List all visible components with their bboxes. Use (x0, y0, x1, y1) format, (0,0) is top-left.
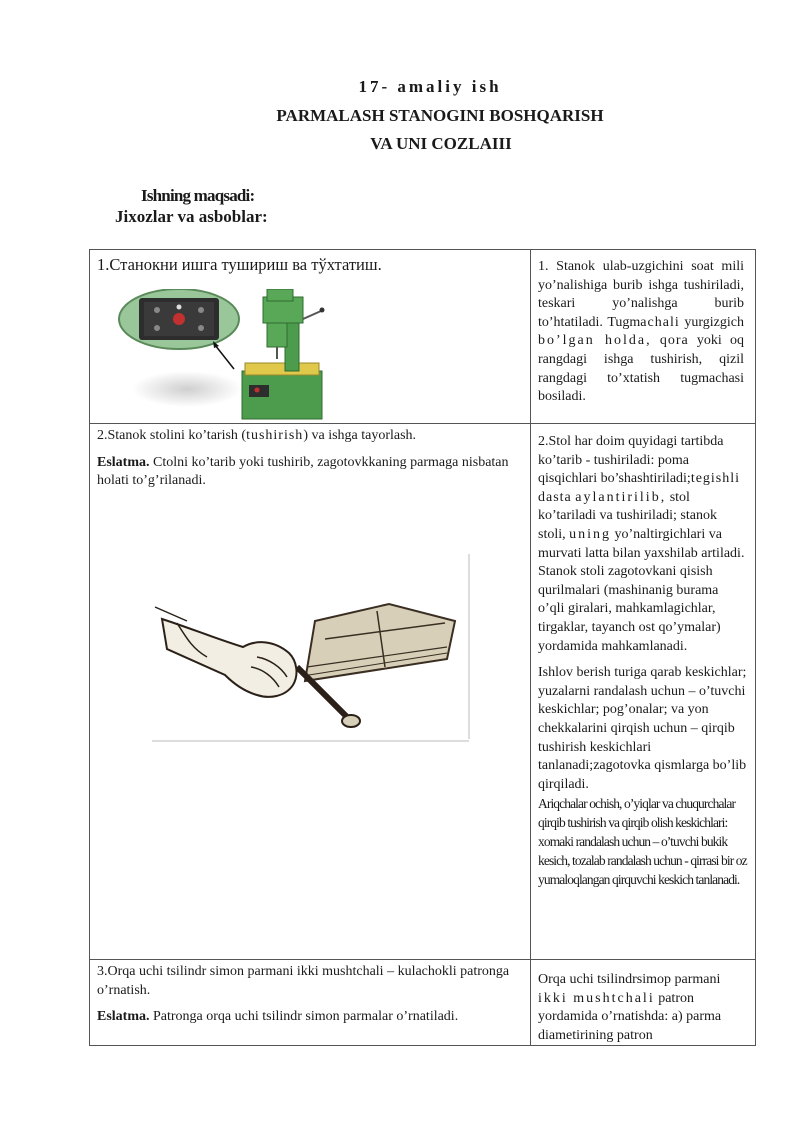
row3-right-text-c: patron yordamida o’rnatishda: a) parma diametirining patron (538, 990, 722, 1043)
row2-note (97, 454, 522, 491)
row2-step-title (97, 427, 522, 446)
row2-right-text-g: yo’naltirgichlari va murvati latta bilan yaxshilab artiladi. Stanok stoli zagotovkani qisish qurilmalari (mashinanig burama o’qli giralari, mahkamlagichlar, tirgaklar, tayanch ost qo’ymalar) yordamida mahkamlanadi. (538, 526, 745, 654)
row1-right-spaced-3: qora (659, 333, 689, 349)
row2-right-text-f: uning (569, 526, 612, 542)
row1-right-text: 1. Stanok ulab-uzgichini soat mili yo’nalishiga burib ishga tushiriladi, teskari yo’nalishga burib to’htatiladi. Tugm (538, 259, 744, 330)
row1-right-cell (538, 258, 744, 407)
row2-title-a: 2.Stanok stolini ko’tarish ( (97, 428, 247, 443)
tools-label: Jixozlar va asboblar: (115, 207, 268, 226)
row2-right-paragraph-1 (538, 433, 748, 656)
row2-right-text-d: aylantirilib, (575, 489, 667, 505)
row3-right-text-b: ikki mushtchali (538, 990, 655, 1006)
hand-crank-illustration (147, 549, 473, 745)
row3-left-cell (97, 963, 522, 1027)
row2-right-text-e: stol ko’tariladi va tushiriladi; stanok stoli, (538, 489, 717, 542)
row3-note-label: Eslatma. (97, 1009, 150, 1025)
row1-right-spaced-2: bo’lgan holda, (538, 333, 652, 349)
row1-right-text-3 (652, 333, 660, 348)
document-title-line2: VA UNI COZLAIII (370, 134, 512, 153)
practical-work-number: 17- amaliy ish (358, 77, 502, 96)
row1-right-text-4: yoki oq rangdagi ishga tushirish, qizil rangdagi to’xtatish tugmachasi bosiladi. (538, 333, 745, 405)
row3-step-title: 3.Orqa uchi tsilindr simon parmani ikki mushtchali – kulachokli patronga o’rnatish. (97, 964, 510, 998)
row2-note-label: Eslatma. (97, 454, 150, 470)
row2-right-text-a: 2.Stol har doim quyidagi tartibda ko’tarib - tushiriladi: poma qisqichlari bo’shashtiriladi; (538, 434, 724, 487)
goal-label: Ishning maqsadi: (141, 186, 255, 205)
row2-note-text: Ctolni ko’tarib yoki tushirib, zagotovkkaning parmaga nisbatan holati to’g’rilanadi. (97, 454, 509, 489)
row1-right-spaced-1: achali (640, 314, 680, 330)
row2-right-text-b: tegishli dasta (538, 471, 741, 505)
drilling-machine-illustration (117, 289, 357, 424)
row3-right-cell (538, 971, 748, 1045)
row2-right-paragraph-3: Ariqchalar ochish, o’yiqlar va chuqurchalar qirqib tushirish va qirqib olish keskichlari: xomaki randalash uchun – o’tuvchi bukik kesich, tozalab randalash uchun - qirrasi bir oz yumaloqlangan qirquvchi keskich tanlanadi. (538, 796, 747, 888)
row2-title-c: ) va ishga tayorlash. (303, 428, 417, 443)
row1-step-title: 1.Станокни ишга тушириш ва тўхтатиш. (97, 255, 382, 274)
row2-right-paragraph-2: Ishlov berish turiga qarab keskichlar; yuzalarni randalash uchun – o’tuvchi keskichlar; pog’onalar; va yon chekkalarini qirqish uchun – qirqib tushirish keskichlari tanlanadi;zagotovka qismlarga bo’lib qirqiladi. (538, 665, 747, 792)
row3-note (97, 1008, 522, 1027)
row2-title-b: tushirish (246, 428, 304, 443)
row2-right-cell (538, 433, 748, 889)
row2-left-cell (97, 427, 522, 491)
row1-right-text-2: yurgizgich (679, 314, 744, 330)
document-title-line1: PARMALASH STANOGINI BOSHQARISH (276, 106, 604, 125)
row1-left-cell (97, 255, 522, 275)
instruction-table (89, 249, 756, 1046)
row3-right-text-a: Orqa uchi tsilindrsimop parmani (538, 972, 721, 987)
row3-note-text: Patronga orqa uchi tsilindr simon parmalar o’rnatiladi. (149, 1009, 459, 1025)
